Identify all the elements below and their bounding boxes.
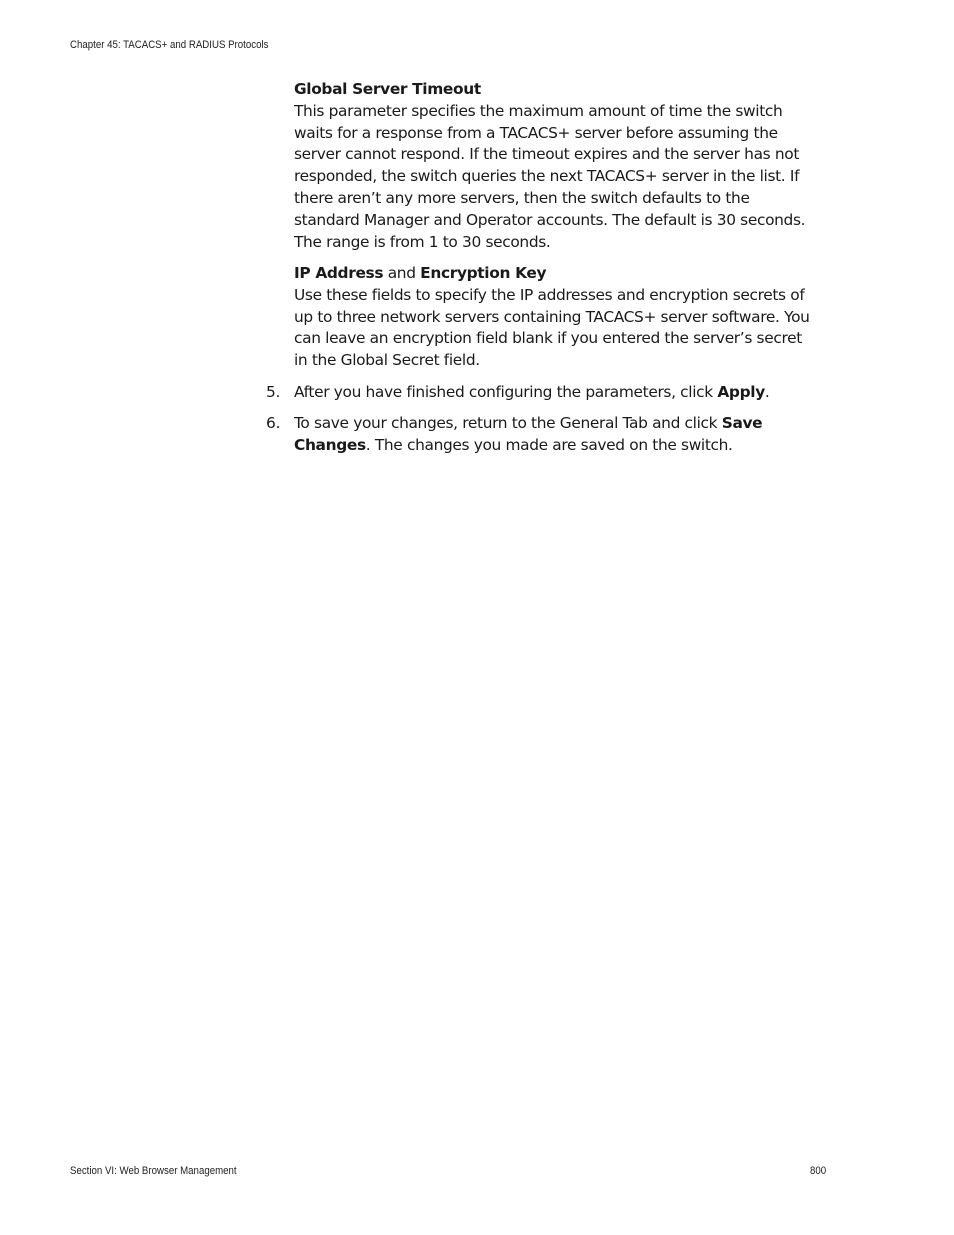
step-text-before: After you have finished configuring the parameters, click — [294, 383, 718, 401]
param-description: Use these fields to specify the IP addresses and encryption secrets of up to three network servers containing TACACS+ server software. You can leave an encryption field blank if you entered the server’s secret in the Global Secret field. — [294, 285, 810, 370]
step-6 — [266, 413, 814, 457]
step-text-after: . — [764, 383, 770, 401]
running-header: Chapter 45: TACACS+ and RADIUS Protocols — [70, 39, 269, 51]
step-ui-term-apply: Apply — [717, 383, 765, 401]
param-global-server-timeout — [294, 79, 814, 253]
step-number: 5. — [266, 383, 280, 401]
param-title-and: and — [383, 264, 421, 282]
param-description: This parameter specifies the maximum amount of time the switch waits for a response from a TACACS+ server before assuming the server cannot respond. If the timeout expires and the server has not responded, the switch queries the next TACACS+ server in the list. If there aren’t any more servers, then the switch defaults to the standard Manager and Operator accounts. The default is 30 seconds. The range is from 1 to 30 seconds. — [294, 101, 806, 251]
step-text-before: To save your changes, return to the General Tab and click — [294, 414, 722, 432]
param-ip-address-encryption-key — [294, 263, 814, 372]
param-title-encryption-key: Encryption Key — [420, 264, 547, 282]
step-text-after: . The changes you made are saved on the switch. — [365, 435, 733, 454]
param-title-ip-address: IP Address — [294, 264, 384, 282]
step-text — [294, 382, 814, 404]
step-5 — [266, 382, 814, 404]
running-footer: Section VI: Web Browser Management — [70, 1165, 237, 1177]
step-number: 6. — [266, 414, 280, 432]
step-ui-term-save-changes: Save Changes — [294, 414, 763, 454]
page-number: 800 — [810, 1165, 827, 1177]
param-title — [294, 263, 814, 285]
param-title: Global Server Timeout — [294, 80, 481, 98]
step-text — [294, 413, 814, 457]
